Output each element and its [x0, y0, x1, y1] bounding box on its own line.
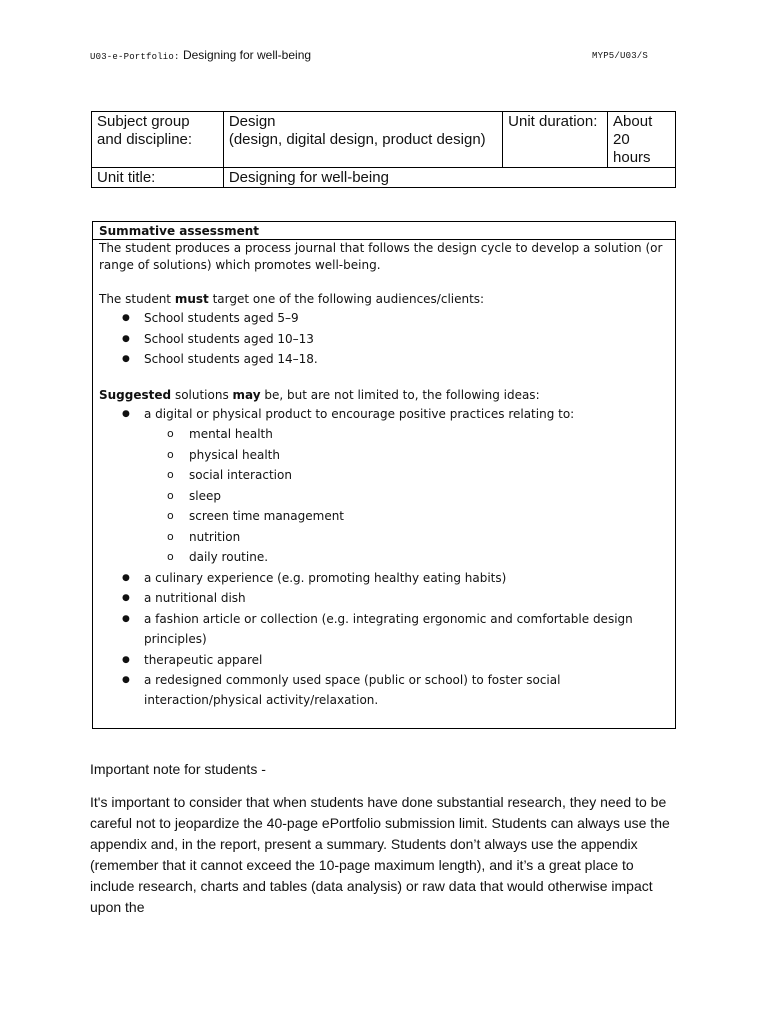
audience-pre: The student [99, 292, 175, 306]
duration-value: About 20 hours [608, 112, 676, 168]
subject-label: Subject group and discipline: [92, 112, 224, 168]
audience-post: target one of the following audiences/clients: [208, 292, 485, 306]
sub-list-item: o daily routine. [99, 547, 669, 568]
unit-title-label: Unit title: [92, 168, 224, 188]
summative-body [93, 240, 675, 710]
subject-value-line2: (design, digital design, product design) [228, 131, 486, 148]
note-title: Important note for students - [90, 761, 266, 777]
header-reference: MYP5/U03/S [592, 51, 649, 61]
list-item: ● School students aged 10–13 [99, 329, 669, 350]
header-code: U03-e-Portfolio: [90, 52, 180, 62]
table-row [92, 168, 676, 188]
suggested-mid: solutions [171, 387, 233, 402]
note-body: It's important to consider that when students have done substantial research, they need to be careful not to jeopardize the 40-page ePortfolio submission limit. Students can always use the appendix and, in the report, present a summary. Students don’t always use the appendix (remember that it cannot exceed the 10-page maximum length), and it’s a great place to include research, charts and tables (data analysis) or raw data that would otherwise impact upon the [90, 794, 670, 915]
page-header [90, 48, 311, 62]
summative-intro: The student produces a process journal that follows the design cycle to develop a solution (or range of solutions) which promotes well-being. [99, 241, 663, 272]
sub-list-item: o screen time management [99, 506, 669, 527]
list-item: ● School students aged 5–9 [99, 308, 669, 329]
summative-heading: Summative assessment [93, 222, 675, 240]
sub-list-item: o nutrition [99, 527, 669, 548]
audience-intro [99, 291, 669, 308]
suggested-bold: Suggested [99, 387, 172, 402]
audience-list [99, 308, 669, 370]
sub-list-item: o social interaction [99, 465, 669, 486]
subject-value-line1: Design [228, 113, 276, 130]
suggested-post: be, but are not limited to, the following ideas: [260, 387, 540, 402]
audience-must: must [174, 292, 209, 306]
sub-list-item: o physical health [99, 445, 669, 466]
list-item: ● therapeutic apparel [99, 650, 669, 671]
list-item: ● School students aged 14–18. [99, 349, 669, 370]
sub-list-item: o sleep [99, 486, 669, 507]
unit-info-table [91, 111, 676, 188]
duration-label: Unit duration: [503, 112, 608, 168]
suggested-intro [99, 387, 669, 404]
list-item: ● a fashion article or collection (e.g. integrating ergonomic and comfortable design principles) [99, 609, 669, 650]
list-item: ● a nutritional dish [99, 588, 669, 609]
list-item: ● a redesigned commonly used space (public or school) to foster social interaction/physical activity/relaxation. [99, 670, 669, 710]
header-title: Designing for well-being [182, 48, 312, 62]
sub-list-item: o mental health [99, 424, 669, 445]
list-item: ● a digital or physical product to encourage positive practices relating to: [99, 404, 669, 425]
ideas-list [99, 404, 669, 711]
suggested-may: may [232, 387, 261, 402]
summative-assessment-box [92, 221, 676, 729]
list-item: ● a culinary experience (e.g. promoting healthy eating habits) [99, 568, 669, 589]
unit-title-value: Designing for well-being [223, 168, 675, 188]
subject-value [223, 112, 502, 168]
table-row [92, 112, 676, 168]
